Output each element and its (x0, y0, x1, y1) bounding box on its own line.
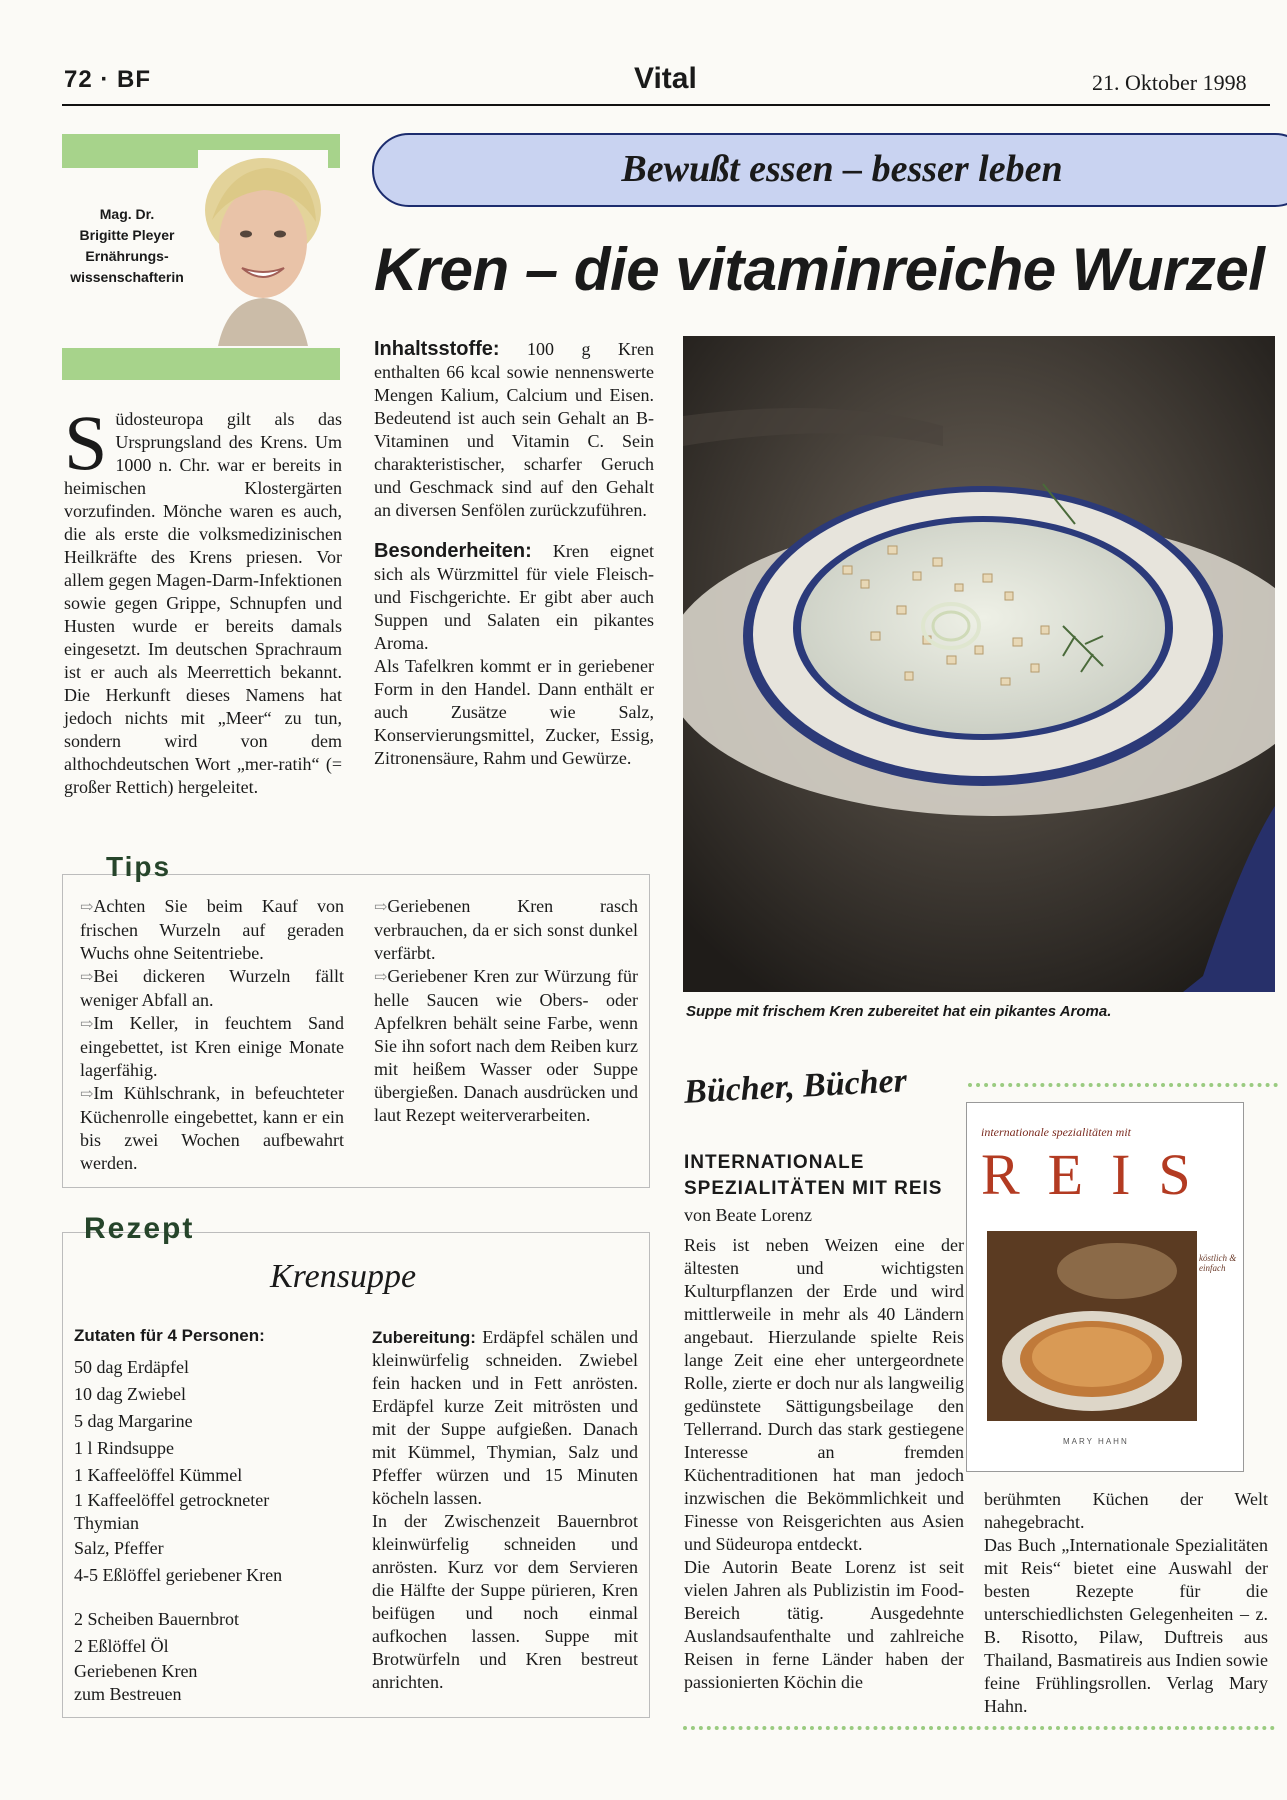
drop-cap: S (64, 399, 108, 486)
besonderheiten-paragraph (374, 540, 654, 655)
ingredient: zum Bestreuen (74, 1684, 182, 1704)
ingredients-heading: Zutaten für 4 Personen: (74, 1326, 265, 1345)
ingredient: 1 Kaffeelöffel Kümmel (74, 1465, 243, 1485)
arrow-icon: ⇨ (374, 899, 388, 916)
cover-subtitle: internationale spezialitäten mit (981, 1125, 1131, 1139)
besonderheiten-lead: Besonderheiten: (374, 540, 532, 562)
arrow-icon: ⇨ (80, 899, 94, 916)
book-cover (966, 1102, 1244, 1472)
author-portrait (198, 150, 328, 346)
banner-text: Bewußt essen – besser leben (621, 148, 1063, 190)
ingredient: 2 Eßlöffel Öl (74, 1636, 169, 1656)
cover-publisher: MARY HAHN (1063, 1437, 1129, 1446)
preparation-paragraph-2: In der Zwischenzeit Bauernbrot kleinwürfelig schneiden und anrösten. Kurz vor dem Servieren die Hälfte der Suppe pürieren, Kren beifügen und noch einmal aufkochen lassen. Suppe mit Brotwürfeln und Kren bestreut anrichten. (372, 1511, 638, 1692)
books-heading: Bücher, Bücher (683, 1062, 908, 1111)
author-role-1: Ernährungs- (85, 248, 169, 264)
tip-item: ⇨Bei dickeren Wurzeln fällt weniger Abfall an. (80, 966, 344, 1010)
dotted-rule-top (968, 1083, 1278, 1087)
section-title: Vital (634, 62, 697, 95)
tip-item: ⇨Im Kühlschrank, in befeuchteter Küchenrolle eingebettet, kann er ein bis zwei Wochen aufbewahrt werden. (80, 1083, 344, 1173)
tips-left-column (80, 895, 344, 1175)
ingredient: Thymian (74, 1513, 139, 1533)
page-number: 72 · BF (64, 66, 152, 93)
book-review-text: Reis ist neben Weizen eine der ältesten und wichtigsten Kulturpflanzen der Erde und wird mittlerweile in mehr als 40 Ländern angebaut. Hierzulande spielte Reis lange Zeit eine eher untergeordnete Rolle, zierte er doch nur als langweilig gedünstete Sättigungsbeilage den Tellerrand. Durch das stark gestiegene Interesse an fremden Küchentraditionen hat man jedoch inzwischen die Bekömmlichkeit und Finesse von Reisgerichten aus Asien und Südeuropa entdeckt. Die Autorin Beate Lorenz ist seit vielen Jahren als Publizistin im Food-Bereich tätig. Ausgedehnte Auslandsaufenthalte und zahlreiche Reisen in ferne Länder haben der passionierten Köchin die (684, 1235, 964, 1692)
headline: Kren – die vitaminreiche Wurzel (374, 236, 1265, 303)
inhaltsstoffe-text: 100 g Kren enthalten 66 kcal sowie nennenswerte Mengen Kalium, Calcium und Eisen. Bedeutend ist auch sein Gehalt an B-Vitaminen und Vitamin C. Sein charakteristischer, scharfer Geruch und Geschmack sind auf den Gehalt an diversen Senfölen zurückzuführen. (374, 339, 654, 520)
cover-side-text: köstlich & einfach (1199, 1253, 1237, 1273)
ingredients-list (74, 1354, 344, 1706)
besonderheiten-text: Kren eignet sich als Würzmittel für viele Fleisch- und Fischgerichte. Er gibt aber auch Suppen und Salaten ein pikantes Aroma. (374, 541, 654, 653)
preparation-lead: Zubereitung: (372, 1328, 476, 1347)
arrow-icon: ⇨ (80, 1086, 94, 1103)
arrow-icon: ⇨ (80, 1016, 94, 1033)
tip-item: ⇨Im Keller, in feuchtem Sand eingebettet, ist Kren einige Monate lagerfähig. (80, 1013, 344, 1080)
author-title: Mag. Dr. (99, 206, 155, 222)
ingredient: 50 dag Erdäpfel (74, 1357, 189, 1377)
tip-item: ⇨Geriebener Kren zur Würzung für helle Saucen wie Obers- oder Apfelkren behält seine Farbe, wenn Sie ihn sofort nach dem Reiben kurz mit heißem Wasser oder Suppe übergießen. Danach ausdrücken und laut Rezept weiterverarbeiten. (374, 966, 638, 1125)
ingredient: 2 Scheiben Bauernbrot (74, 1609, 239, 1629)
soup-photo (683, 336, 1275, 992)
author-name: Brigitte Pleyer (79, 227, 175, 243)
arrow-icon: ⇨ (374, 969, 388, 986)
tafelkren-paragraph: Als Tafelkren kommt er in geriebener Form in den Handel. Dann enthält er auch Zusätze wie Salz, Konservierungsmittel, Zucker, Essig, Zitronensäure, Rahm und Gewürze. (374, 656, 654, 768)
author-credit (62, 204, 192, 288)
book-title: INTERNATIONALE SPEZIALITÄTEN MIT REIS (684, 1152, 943, 1199)
cover-rice-image (987, 1231, 1197, 1421)
ingredient: 1 l Rindsuppe (74, 1438, 175, 1458)
tip-item: ⇨Achten Sie beim Kauf von frischen Wurzeln auf geraden Wuchs ohne Seitentriebe. (80, 896, 344, 963)
ingredient: 5 dag Margarine (74, 1411, 193, 1431)
preparation-text (372, 1326, 638, 1694)
recipe-title: Krensuppe (270, 1258, 417, 1295)
dotted-rule-bottom (683, 1726, 1275, 1730)
facts-column (374, 338, 654, 770)
cover-title: REIS (981, 1142, 1219, 1207)
inhaltsstoffe-lead: Inhaltsstoffe: (374, 338, 500, 360)
header-rule (62, 104, 1270, 106)
ingredient: 4-5 Eßlöffel geriebener Kren (74, 1565, 283, 1585)
arrow-icon: ⇨ (80, 969, 94, 986)
author-bar-bottom (62, 348, 340, 380)
author-role-2: wissenschafterin (70, 269, 184, 285)
ingredient: Geriebenen Kren (74, 1661, 198, 1681)
ingredient: 10 dag Zwiebel (74, 1384, 186, 1404)
book-author: von Beate Lorenz (684, 1205, 812, 1225)
ingredient-spacer (74, 1589, 344, 1606)
inhaltsstoffe-paragraph (374, 338, 654, 522)
ingredient: Salz, Pfeffer (74, 1538, 164, 1558)
photo-caption: Suppe mit frischem Kren zubereitet hat ein pikantes Aroma. (686, 1003, 1112, 1020)
intro-text (64, 399, 342, 799)
ingredient: 1 Kaffeelöffel getrockneter (74, 1490, 270, 1510)
issue-date: 21. Oktober 1998 (1092, 70, 1247, 95)
recipe-heading: Rezept (84, 1212, 195, 1245)
book-review-text-2: berühmten Küchen der Welt nahegebracht. Das Buch „Internationale Spezialitäten mit Reis“ bietet eine Auswahl der besten Rezepte für die unterschiedlichsten Gelegenheiten – z. B. Risotto, Pilaw, Duftreis aus Thailand, Basmatireis aus Indien sowie feine Frühlingsrollen. Verlag Mary Hahn. (984, 1489, 1268, 1716)
tips-heading: Tips (106, 851, 172, 882)
intro-body: üdosteuropa gilt als das Ursprungsland des Krens. Um 1000 n. Chr. war er bereits in heimischen Klostergärten vorzufinden. Mönche waren es auch, die als erste die volksmedizinischen Heilkräfte des Krens priesen. Vor allem gegen Magen-Darm-Infektionen sowie gegen Grippe, Schnupfen und Husten wurde er bereits damals eingesetzt. Im deutschen Sprachraum ist er auch als Meerrettich bekannt. Die Herkunft dieses Namens hat jedoch nichts mit „Meer“ zu tun, sondern wird von dem althochdeutschen Wort „mer-ratih“ (= großer Rettich) hergeleitet. (64, 409, 342, 797)
tips-right-column (374, 895, 638, 1127)
preparation-paragraph: Zubereitung: Erdäpfel schälen und kleinwürfelig schneiden. Zwiebel fein hacken und in Fett anrösten. Erdäpfel kurze Zeit mitrösten und mit der Suppe aufgießen. Danach mit Kümmel, Thymian, Salz und Pfeffer würzen und 15 Minuten köcheln lassen. (372, 1327, 638, 1508)
column-banner (372, 133, 1287, 207)
tip-item: ⇨Geriebenen Kren rasch verbrauchen, da er sich sonst dunkel verfärbt. (374, 896, 638, 963)
